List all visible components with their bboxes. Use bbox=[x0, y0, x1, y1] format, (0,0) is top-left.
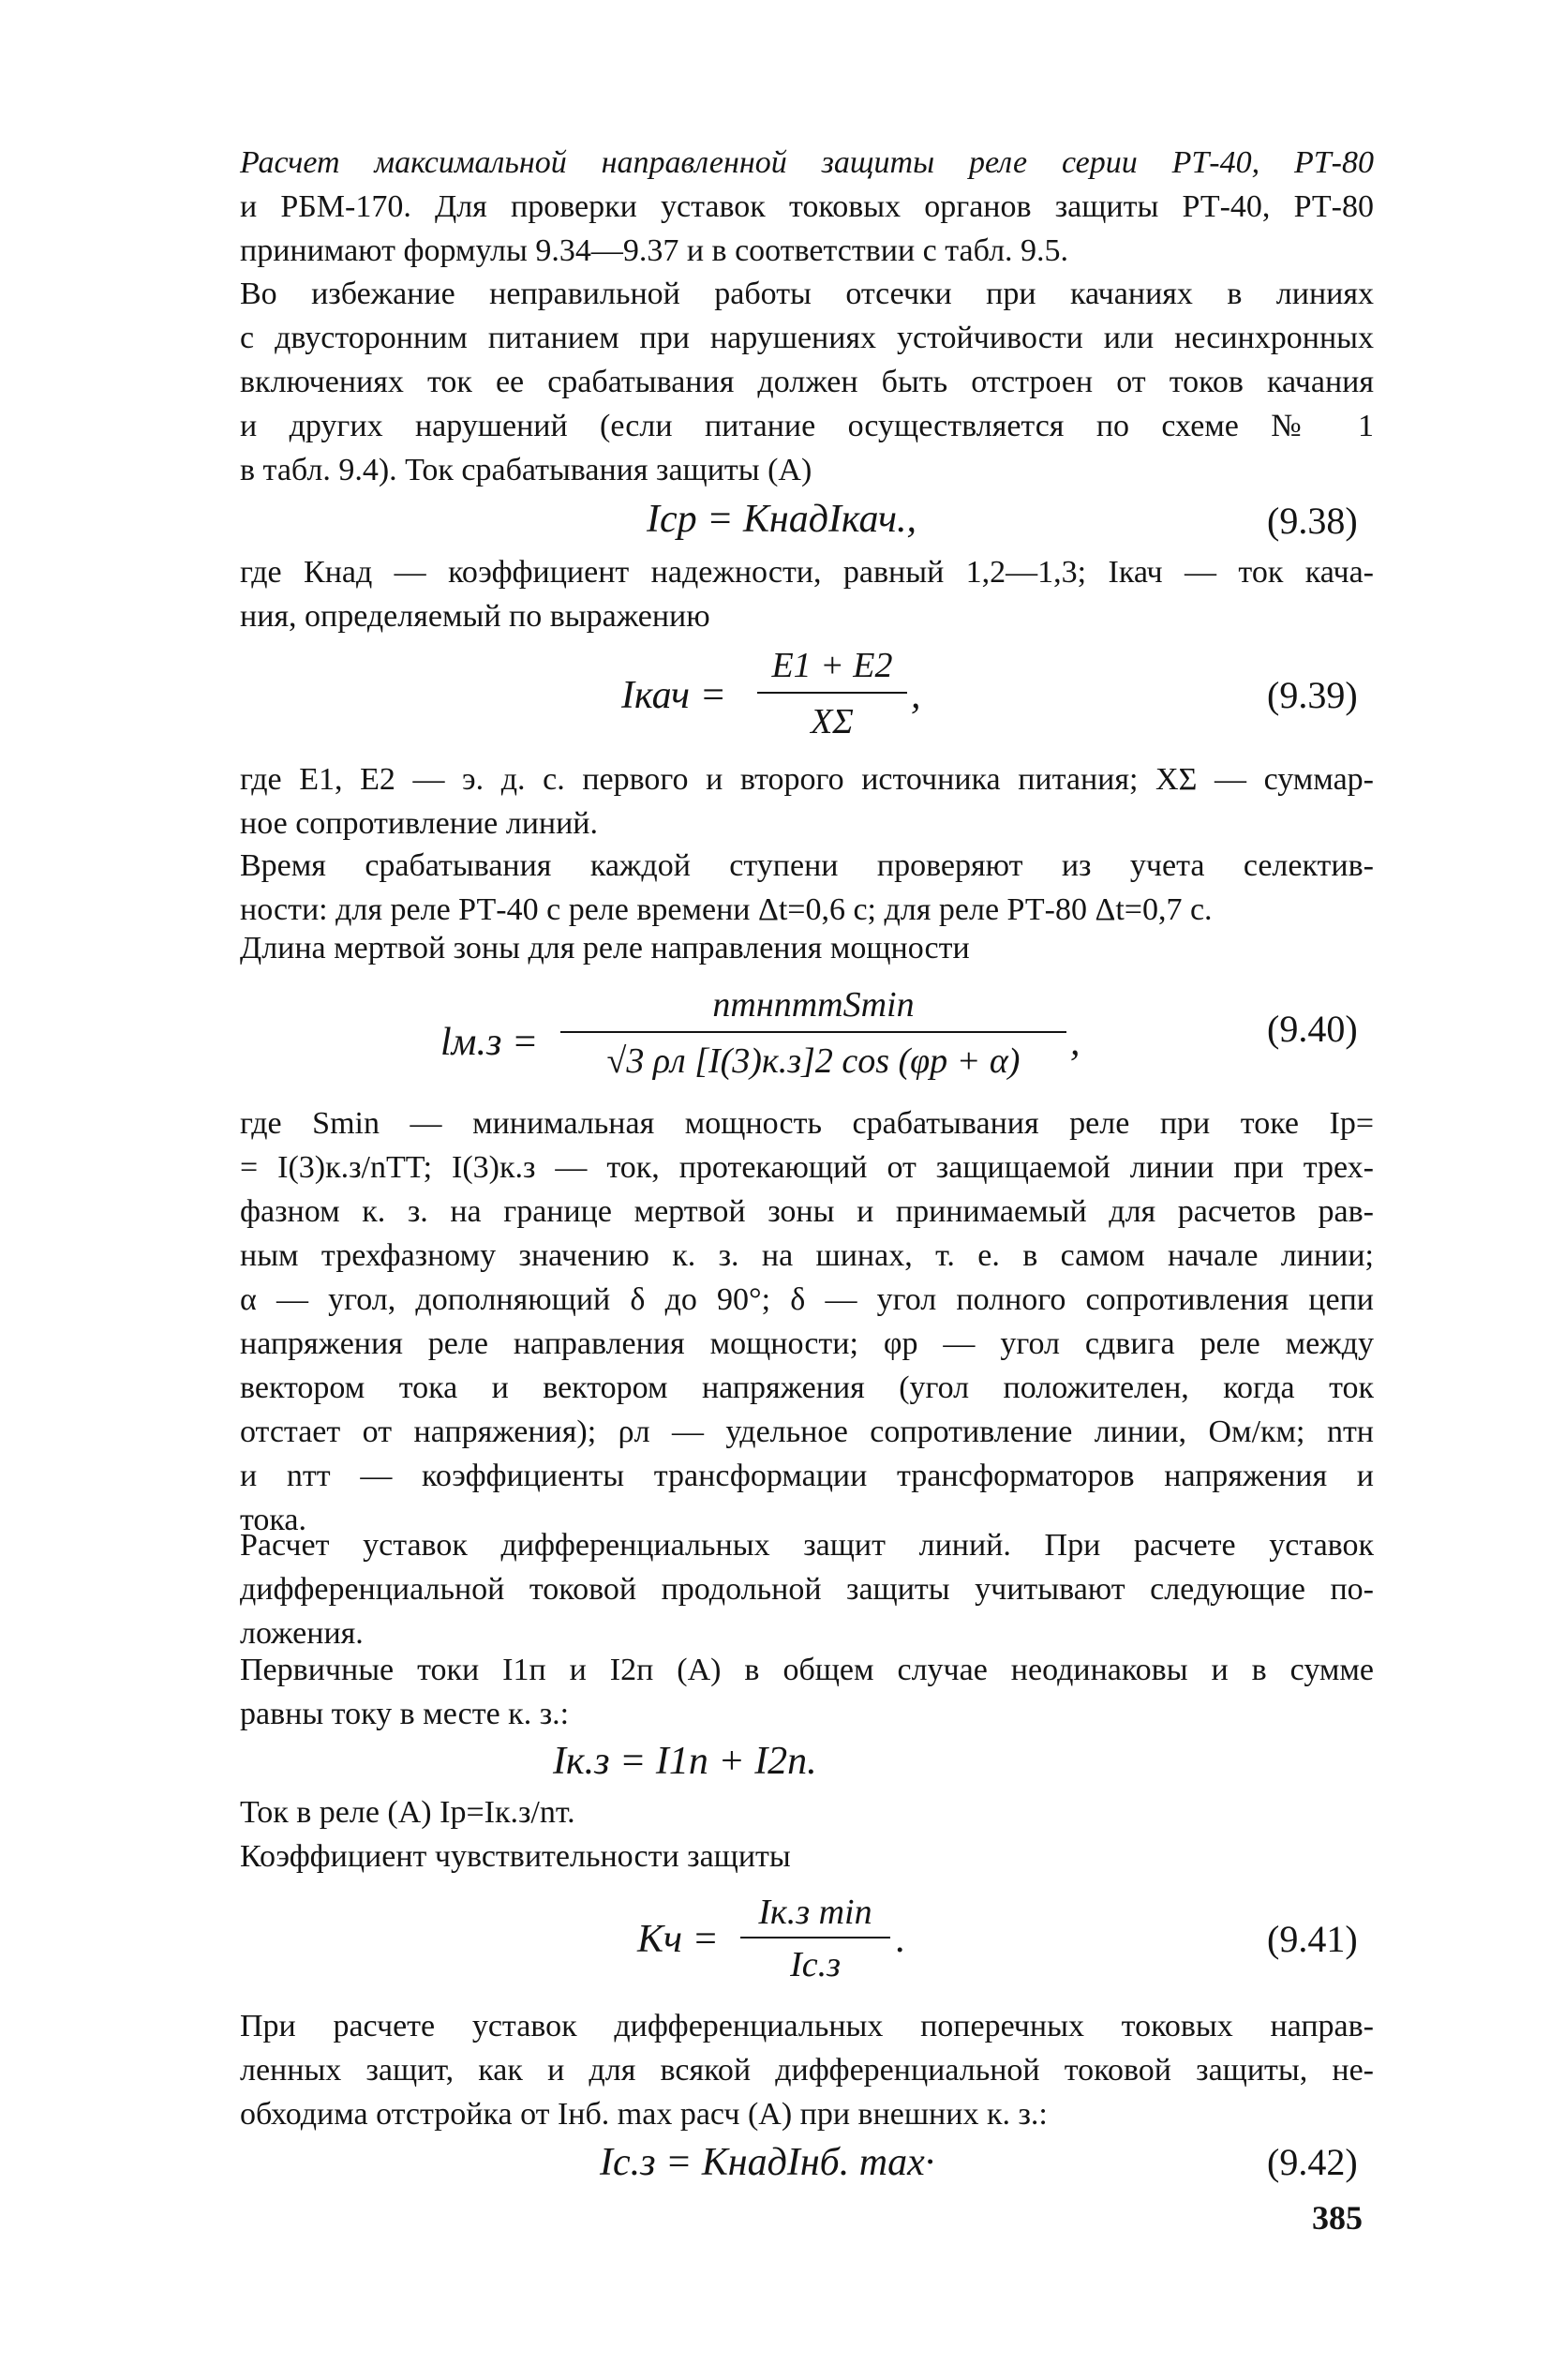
equation-number: (9.40) bbox=[1267, 1008, 1358, 1050]
paragraph-emf bbox=[240, 757, 1374, 846]
text-line: напряжения реле направления мощности; φр — угол сдвига реле между bbox=[240, 1326, 1374, 1361]
text-line: отстает от напряжения); ρл — удельное сопротивление линии, Ом/км; nтн bbox=[240, 1415, 1374, 1449]
equation-tail: , bbox=[1070, 1021, 1081, 1064]
text-line: где E1, E2 — э. д. с. первого и второго источника питания; XΣ — суммар- bbox=[240, 762, 1374, 797]
text-line: обходима отстройка от Iнб. max расч (А) при внешних к. з.: bbox=[240, 2097, 1048, 2132]
paragraph-rt40-title bbox=[240, 141, 1374, 273]
text-line: Длина мертвой зоны для реле направления мощности bbox=[240, 931, 970, 965]
equation-number: (9.38) bbox=[1267, 500, 1358, 542]
text-line: ное сопротивление линий. bbox=[240, 806, 598, 841]
text-line: ным трехфазному значению к. з. на шинах, т. е. в самом начале линии; bbox=[240, 1238, 1374, 1273]
text-line: где Кнад — коэффициент надежности, равный 1,2—1,3; Iкач — ток кача- bbox=[240, 555, 1374, 590]
fraction-line bbox=[560, 1031, 1066, 1033]
paragraph-transverse-protection bbox=[240, 2004, 1374, 2136]
fraction-line bbox=[740, 1937, 890, 1938]
equation-short-circuit-current: Iк.з = I1п + I2п. bbox=[553, 1740, 817, 1783]
equation-number: (9.42) bbox=[1267, 2141, 1358, 2183]
text-line: и других нарушений (если питание осуществляется по схеме № 1 bbox=[240, 409, 1374, 443]
equation-9-41-lhs: Kч = bbox=[637, 1918, 719, 1961]
equation-number: (9.39) bbox=[1267, 674, 1358, 716]
equation-9-40-lhs: lм.з = bbox=[440, 1021, 539, 1064]
text-line: Расчет уставок дифференциальных защит линий. При расчете уставок bbox=[240, 1528, 1374, 1563]
equation-tail: . bbox=[896, 1918, 906, 1961]
text-line: вектором тока и вектором напряжения (угол положителен, когда ток bbox=[240, 1370, 1374, 1405]
text-line: тока. bbox=[240, 1503, 307, 1537]
paragraph-dead-zone bbox=[240, 926, 1374, 970]
text-line: Коэффициент чувствительности защиты bbox=[240, 1839, 791, 1874]
equation-number: (9.41) bbox=[1267, 1918, 1358, 1960]
text-line: Первичные токи I1п и I2п (А) в общем случае неодинаковы и в сумме bbox=[240, 1653, 1374, 1687]
fraction-numerator: E1 + E2 bbox=[771, 646, 893, 685]
fraction-numerator: Iк.з min bbox=[758, 1893, 872, 1932]
equation-9-38: Iср = КнадIкач., bbox=[647, 498, 917, 541]
equation-tail: , bbox=[911, 674, 921, 717]
paragraph-reliability-coef bbox=[240, 550, 1374, 638]
text-line: где Smin — минимальная мощность срабатывания реле при токе Iр= bbox=[240, 1106, 1374, 1141]
fraction-denominator: √3 ρл [I(3)к.з]2 cos (φр + α) bbox=[606, 1041, 1021, 1081]
text-line: Время срабатывания каждой ступени проверяют из учета селектив- bbox=[240, 848, 1374, 883]
text-line: дифференциальной токовой продольной защиты учитывают следующие по- bbox=[240, 1572, 1374, 1607]
text-line: Ток в реле (А) Iр=Iк.з/nт. bbox=[240, 1795, 575, 1830]
fraction-denominator: XΣ bbox=[811, 702, 854, 741]
text-line: ленных защит, как и для всякой дифференциальной токовой защиты, не- bbox=[240, 2053, 1374, 2088]
text-line: равны току в месте к. з.: bbox=[240, 1697, 570, 1731]
fraction-line bbox=[757, 692, 907, 694]
paragraph-relay-current bbox=[240, 1790, 1374, 1834]
text-line: При расчете уставок дифференциальных поперечных токовых направ- bbox=[240, 2009, 1374, 2043]
text-line: принимают формулы 9.34—9.37 и в соответствии с табл. 9.5. bbox=[240, 233, 1069, 268]
text-line: включениях ток ее срабатывания должен быть отстроен от токов качания bbox=[240, 365, 1374, 399]
fraction-numerator: nтнnттSmin bbox=[712, 985, 915, 1025]
paragraph-primary-currents bbox=[240, 1648, 1374, 1736]
text-line: Во избежание неправильной работы отсечки при качаниях в линиях bbox=[240, 277, 1374, 311]
text-line: = I(3)к.з/nTT; I(3)к.з — ток, протекающий от защищаемой линии при трех- bbox=[240, 1150, 1374, 1185]
equation-9-42: Iс.з = КнадIнб. max· bbox=[600, 2141, 935, 2184]
paragraph-operate-time bbox=[240, 844, 1374, 932]
text-line: с двусторонним питанием при нарушениях устойчивости или несинхронных bbox=[240, 321, 1374, 355]
text-line: ности: для реле РТ-40 с реле времени Δt=0,6 с; для реле РТ-80 Δt=0,7 с. bbox=[240, 892, 1213, 927]
paragraph-variables bbox=[240, 1101, 1374, 1542]
fraction-denominator: Iс.з bbox=[790, 1945, 841, 1984]
text-line: ложения. bbox=[240, 1616, 364, 1651]
text-line: α — угол, дополняющий δ до 90°; δ — угол полного сопротивления цепи bbox=[240, 1282, 1374, 1317]
paragraph-swing-protection bbox=[240, 272, 1374, 492]
text-line: фазном к. з. на границе мертвой зоны и принимаемый для расчетов рав- bbox=[240, 1194, 1374, 1229]
text-line: Расчет максимальной направленной защиты реле серии РТ-40, РТ-80 bbox=[240, 145, 1374, 180]
paragraph-diff-protection bbox=[240, 1523, 1374, 1655]
text-line: ния, определяемый по выражению bbox=[240, 599, 710, 634]
text-line: и nтт — коэффициенты трансформации трансформаторов напряжения и bbox=[240, 1459, 1374, 1493]
equation-9-39-lhs: Iкач = bbox=[621, 674, 726, 717]
text-line: в табл. 9.4). Ток срабатывания защиты (А) bbox=[240, 453, 812, 487]
page-number: 385 bbox=[1312, 2199, 1363, 2237]
text-line: и РБМ-170. Для проверки уставок токовых органов защиты РТ-40, РТ-80 bbox=[240, 189, 1374, 224]
paragraph-sensitivity bbox=[240, 1834, 1374, 1879]
